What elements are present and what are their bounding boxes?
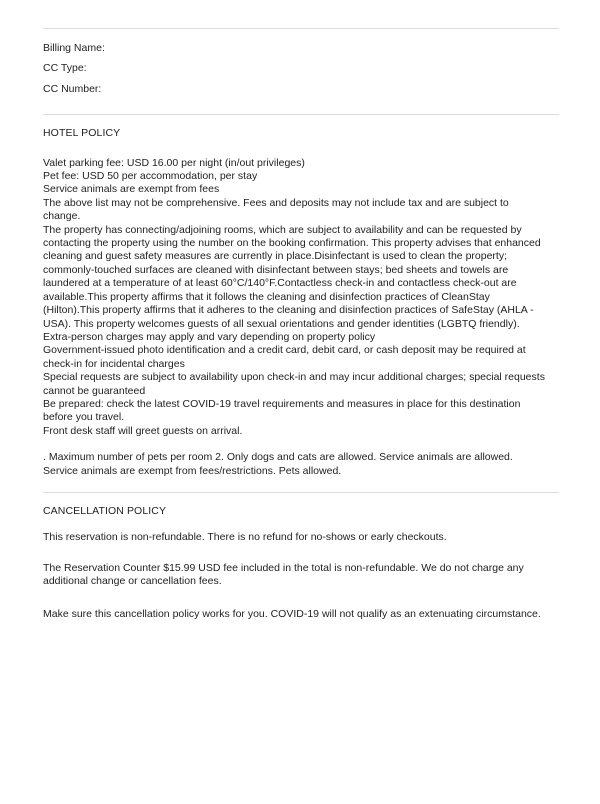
cc-number-label: CC Number:	[43, 82, 102, 95]
text-line: laundered at a temperature of at least 60°C/140°F.Contactless check-in and contactless check-out are	[43, 277, 517, 290]
booking-policy-page	[0, 28, 600, 804]
divider-hotel-policy	[43, 114, 559, 115]
hotel-policy-pets-text	[43, 451, 559, 478]
text-line: check-in for incidental charges	[43, 357, 185, 370]
hotel-policy-fees-text	[43, 157, 559, 439]
cancellation-paragraph-refund	[43, 531, 559, 544]
text-line: additional change or cancellation fees.	[43, 575, 222, 588]
text-line: Government-issued photo identification and a credit card, debit card, or cash deposit may be required at	[43, 344, 526, 357]
billing-section	[43, 29, 559, 96]
text-line: change.	[43, 210, 81, 223]
divider-cancellation-policy	[43, 492, 559, 493]
text-line: cannot be guaranteed	[43, 384, 146, 397]
cc-type-label: CC Type:	[43, 62, 87, 75]
text-line: cleaning and guest safety measures are currently in place.Disinfectant is used to clean the property;	[43, 250, 508, 263]
text-line: The Reservation Counter $15.99 USD fee included in the total is non-refundable. We do not charge any	[43, 561, 524, 574]
text-line: Service animals are exempt from fees	[43, 183, 220, 196]
text-line: . Maximum number of pets per room 2. Only dogs and cats are allowed. Service animals are allowed.	[43, 451, 513, 464]
text-line: Make sure this cancellation policy works for you. COVID-19 will not qualify as an extenuating circumstance.	[43, 607, 541, 620]
text-line: commonly-touched surfaces are cleaned with disinfectant between stays; bed sheets and towels are	[43, 263, 509, 276]
text-line: contacting the property using the number on the booking confirmation. This property advises that enhanced	[43, 237, 541, 250]
text-line: before you travel.	[43, 411, 125, 424]
text-line: available.This property affirms that it follows the cleaning and disinfection practices of CleanStay	[43, 290, 490, 303]
cancellation-paragraph-covid	[43, 608, 559, 621]
text-line: The property has connecting/adjoining rooms, which are subject to availability and can be requested by	[43, 223, 522, 236]
text-line: Extra-person charges may apply and vary depending on property policy	[43, 330, 376, 343]
hotel-policy-section	[43, 127, 559, 478]
text-line: Valet parking fee: USD 16.00 per night (in/out privileges)	[43, 156, 305, 169]
text-line: (Hilton).This property affirms that it adheres to the cleaning and disinfection practices of SafeStay (AHLA -	[43, 304, 534, 317]
billing-name-label: Billing Name:	[43, 42, 105, 54]
text-line: USA). This property welcomes guests of all sexual orientations and gender identities (LGBTQ friendly).	[43, 317, 520, 330]
text-line: Be prepared: check the latest COVID-19 travel requirements and measures in place for this destination	[43, 397, 521, 410]
text-line: The above list may not be comprehensive. Fees and deposits may not include tax and are subject to	[43, 196, 509, 209]
text-line: Special requests are subject to availability upon check-in and may incur additional charges; special requests	[43, 371, 545, 384]
cancellation-policy-heading: CANCELLATION POLICY	[43, 504, 167, 517]
hotel-policy-heading: HOTEL POLICY	[43, 127, 121, 140]
text-line: Pet fee: USD 50 per accommodation, per stay	[43, 170, 258, 183]
text-line: This reservation is non-refundable. There is no refund for no-shows or early checkouts.	[43, 531, 447, 544]
text-line: Service animals are exempt from fees/restrictions. Pets allowed.	[43, 464, 342, 477]
text-line: Front desk staff will greet guests on arrival.	[43, 424, 243, 437]
cancellation-policy-section	[43, 505, 559, 621]
cancellation-paragraph-fee	[43, 562, 559, 589]
